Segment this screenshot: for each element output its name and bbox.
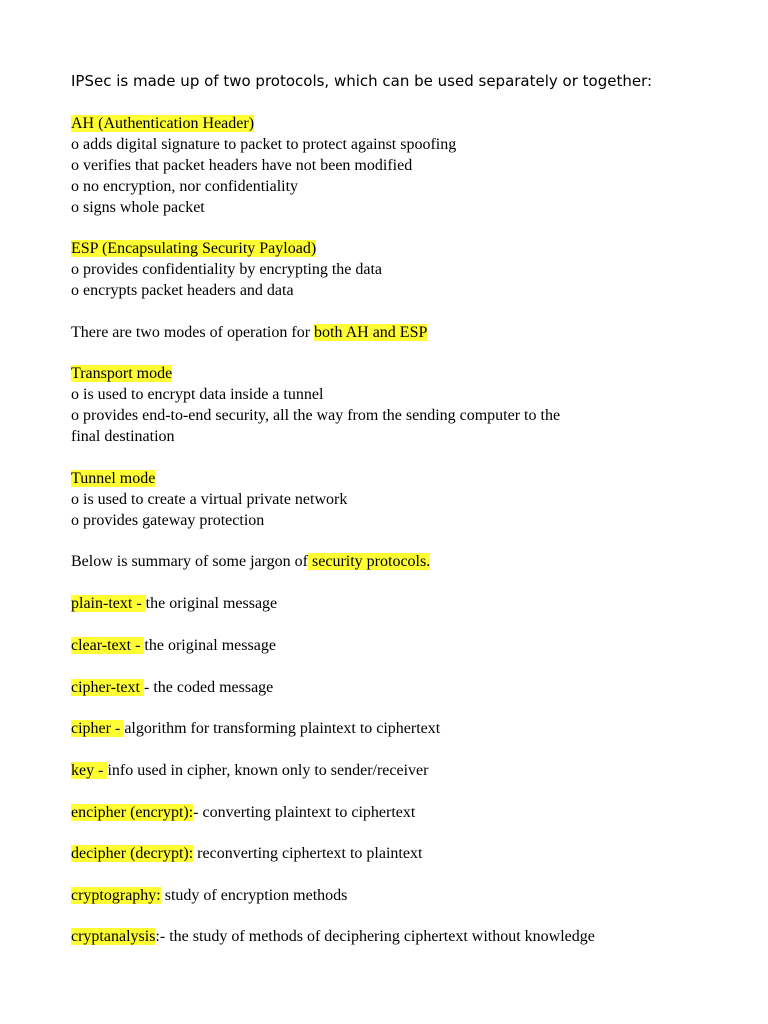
jargon-definition: study of encryption methods [160, 887, 348, 904]
jargon-term: cipher - [71, 720, 125, 737]
jargon-term: cryptography: [71, 887, 161, 904]
transport-heading [71, 363, 172, 384]
ah-item: o no encryption, nor confidentiality [71, 178, 299, 195]
tunnel-heading [71, 468, 155, 489]
tunnel-heading-highlight: Tunnel mode [71, 470, 156, 487]
jargon-definition: info used in cipher, known only to sender/receiver [107, 762, 429, 779]
esp-item: o encrypts packet headers and data [71, 282, 294, 299]
jargon-term: cryptanalysis [71, 928, 156, 945]
tunnel-item: o is used to create a virtual private network [71, 491, 348, 508]
modes-highlight: both AH and ESP [314, 324, 428, 341]
summary-text: Below is summary of some jargon of [71, 553, 309, 570]
transport-item: o is used to encrypt data inside a tunnel [71, 386, 324, 403]
esp-item: o provides confidentiality by encrypting the data [71, 261, 383, 278]
jargon-term: encipher (encrypt): [71, 804, 194, 821]
modes-text: There are two modes of operation for [71, 324, 315, 341]
jargon-entry [71, 926, 595, 947]
tunnel-item: o provides gateway protection [71, 512, 265, 529]
jargon-term: decipher (decrypt): [71, 845, 194, 862]
ah-heading [71, 113, 254, 134]
jargon-entry [71, 635, 276, 656]
jargon-term: clear-text - [71, 637, 145, 654]
summary-highlight: security protocols. [308, 553, 431, 570]
esp-heading [71, 238, 316, 259]
esp-heading-highlight: ESP (Encapsulating Security Payload) [71, 240, 317, 257]
jargon-entry [71, 593, 277, 614]
jargon-definition: - converting plaintext to ciphertext [193, 804, 416, 821]
jargon-term: cipher-text [71, 679, 144, 696]
jargon-term: key - [71, 762, 108, 779]
jargon-entry [71, 718, 440, 739]
jargon-definition: the original message [144, 637, 276, 654]
jargon-entry [71, 760, 428, 781]
transport-heading-highlight: Transport mode [71, 365, 173, 382]
transport-item: final destination [71, 428, 175, 445]
jargon-entry [71, 677, 273, 698]
ah-item: o signs whole packet [71, 199, 205, 216]
ah-item: o adds digital signature to packet to protect against spoofing [71, 136, 457, 153]
jargon-entry [71, 885, 347, 906]
jargon-definition: :- the study of methods of deciphering ciphertext without knowledge [155, 928, 595, 945]
ah-heading-highlight: AH (Authentication Header) [71, 115, 255, 132]
ah-item: o verifies that packet headers have not been modified [71, 157, 413, 174]
summary-sentence [71, 551, 430, 572]
jargon-term: plain-text - [71, 595, 146, 612]
jargon-definition: - the coded message [143, 679, 274, 696]
modes-sentence [71, 322, 427, 343]
intro-text: IPSec is made up of two protocols, which can be used separately or together: [71, 72, 653, 90]
jargon-definition: algorithm for transforming plaintext to ciphertext [124, 720, 441, 737]
jargon-entry [71, 843, 422, 864]
jargon-definition: the original message [145, 595, 278, 612]
transport-item: o provides end-to-end security, all the way from the sending computer to the [71, 407, 561, 424]
jargon-definition: reconverting ciphertext to plaintext [193, 845, 423, 862]
jargon-entry [71, 802, 415, 823]
